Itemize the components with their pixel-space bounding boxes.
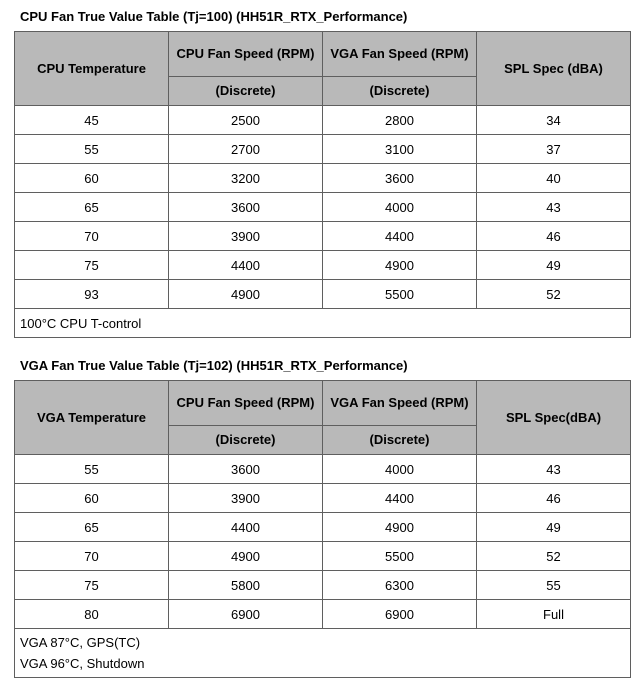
cpu-fan-speed-cell: 3600 <box>169 455 323 484</box>
table-row <box>15 455 631 484</box>
table-row <box>15 542 631 571</box>
spl-cell: 43 <box>477 193 631 222</box>
header-vga-fan-speed: VGA Fan Speed (RPM) <box>323 381 477 426</box>
spl-cell: 49 <box>477 513 631 542</box>
spl-cell: 55 <box>477 571 631 600</box>
temperature-cell: 75 <box>15 571 169 600</box>
cpu-table-notes <box>15 309 631 338</box>
vga-fan-speed-cell: 4400 <box>323 222 477 251</box>
table-row <box>15 251 631 280</box>
spl-cell: 40 <box>477 164 631 193</box>
vga-fan-speed-cell: 6900 <box>323 600 477 629</box>
header-spl-spec: SPL Spec (dBA) <box>477 32 631 106</box>
temperature-cell: 93 <box>15 280 169 309</box>
temperature-cell: 60 <box>15 484 169 513</box>
vga-table-notes <box>15 629 631 678</box>
cpu-fan-speed-cell: 4400 <box>169 251 323 280</box>
cpu-fan-speed-cell: 4400 <box>169 513 323 542</box>
vga-fan-speed-cell: 4900 <box>323 251 477 280</box>
header-spl-spec: SPL Spec(dBA) <box>477 381 631 455</box>
table-row <box>15 571 631 600</box>
note-line: VGA 87°C, GPS(TC) <box>20 635 141 650</box>
header-cpu-fan-speed: CPU Fan Speed (RPM) <box>169 32 323 77</box>
header-vga-fan-speed: VGA Fan Speed (RPM) <box>323 32 477 77</box>
spl-cell: 49 <box>477 251 631 280</box>
vga-fan-speed-cell: 3100 <box>323 135 477 164</box>
spl-cell: 34 <box>477 106 631 135</box>
cpu-fan-speed-cell: 3900 <box>169 484 323 513</box>
temperature-cell: 75 <box>15 251 169 280</box>
cpu-fan-speed-cell: 6900 <box>169 600 323 629</box>
temperature-cell: 60 <box>15 164 169 193</box>
vga-fan-speed-cell: 5500 <box>323 542 477 571</box>
spl-cell: Full <box>477 600 631 629</box>
temperature-cell: 45 <box>15 106 169 135</box>
header-vga-temperature: VGA Temperature <box>15 381 169 455</box>
table-row <box>15 164 631 193</box>
vga-fan-speed-cell: 4000 <box>323 193 477 222</box>
header-cpu-temperature: CPU Temperature <box>15 32 169 106</box>
vga-fan-speed-cell: 3600 <box>323 164 477 193</box>
vga-fan-table <box>14 380 631 678</box>
temperature-cell: 65 <box>15 193 169 222</box>
vga-fan-speed-cell: 2800 <box>323 106 477 135</box>
note-line: VGA 96°C, Shutdown <box>20 656 145 671</box>
temperature-cell: 55 <box>15 135 169 164</box>
spl-cell: 46 <box>477 484 631 513</box>
note-line: 100°C CPU T-control <box>20 315 142 331</box>
table-row <box>15 513 631 542</box>
vga-fan-speed-cell: 4400 <box>323 484 477 513</box>
spl-cell: 37 <box>477 135 631 164</box>
table-row <box>15 280 631 309</box>
temperature-cell: 70 <box>15 542 169 571</box>
cpu-fan-speed-cell: 4900 <box>169 542 323 571</box>
table-row <box>15 484 631 513</box>
spl-cell: 46 <box>477 222 631 251</box>
temperature-cell: 55 <box>15 455 169 484</box>
vga-fan-speed-cell: 4000 <box>323 455 477 484</box>
spl-cell: 52 <box>477 542 631 571</box>
header-vga-fan-discrete: (Discrete) <box>323 77 477 106</box>
vga-fan-speed-cell: 6300 <box>323 571 477 600</box>
table-row <box>15 106 631 135</box>
cpu-table-title: CPU Fan True Value Table (Tj=100) (HH51R_RTX_Performance) <box>20 9 408 24</box>
spl-cell: 43 <box>477 455 631 484</box>
header-cpu-fan-discrete: (Discrete) <box>169 426 323 455</box>
header-vga-fan-discrete: (Discrete) <box>323 426 477 455</box>
table-row <box>15 600 631 629</box>
temperature-cell: 70 <box>15 222 169 251</box>
cpu-fan-speed-cell: 2700 <box>169 135 323 164</box>
header-cpu-fan-discrete: (Discrete) <box>169 77 323 106</box>
cpu-fan-speed-cell: 4900 <box>169 280 323 309</box>
vga-fan-speed-cell: 5500 <box>323 280 477 309</box>
vga-table-title: VGA Fan True Value Table (Tj=102) (HH51R_RTX_Performance) <box>20 358 408 373</box>
cpu-fan-speed-cell: 2500 <box>169 106 323 135</box>
temperature-cell: 80 <box>15 600 169 629</box>
table-row <box>15 222 631 251</box>
vga-fan-speed-cell: 4900 <box>323 513 477 542</box>
header-cpu-fan-speed: CPU Fan Speed (RPM) <box>169 381 323 426</box>
cpu-fan-speed-cell: 3600 <box>169 193 323 222</box>
cpu-fan-table <box>14 31 631 338</box>
cpu-fan-speed-cell: 3900 <box>169 222 323 251</box>
spl-cell: 52 <box>477 280 631 309</box>
table-row <box>15 193 631 222</box>
temperature-cell: 65 <box>15 513 169 542</box>
cpu-fan-speed-cell: 5800 <box>169 571 323 600</box>
cpu-fan-speed-cell: 3200 <box>169 164 323 193</box>
table-row <box>15 135 631 164</box>
